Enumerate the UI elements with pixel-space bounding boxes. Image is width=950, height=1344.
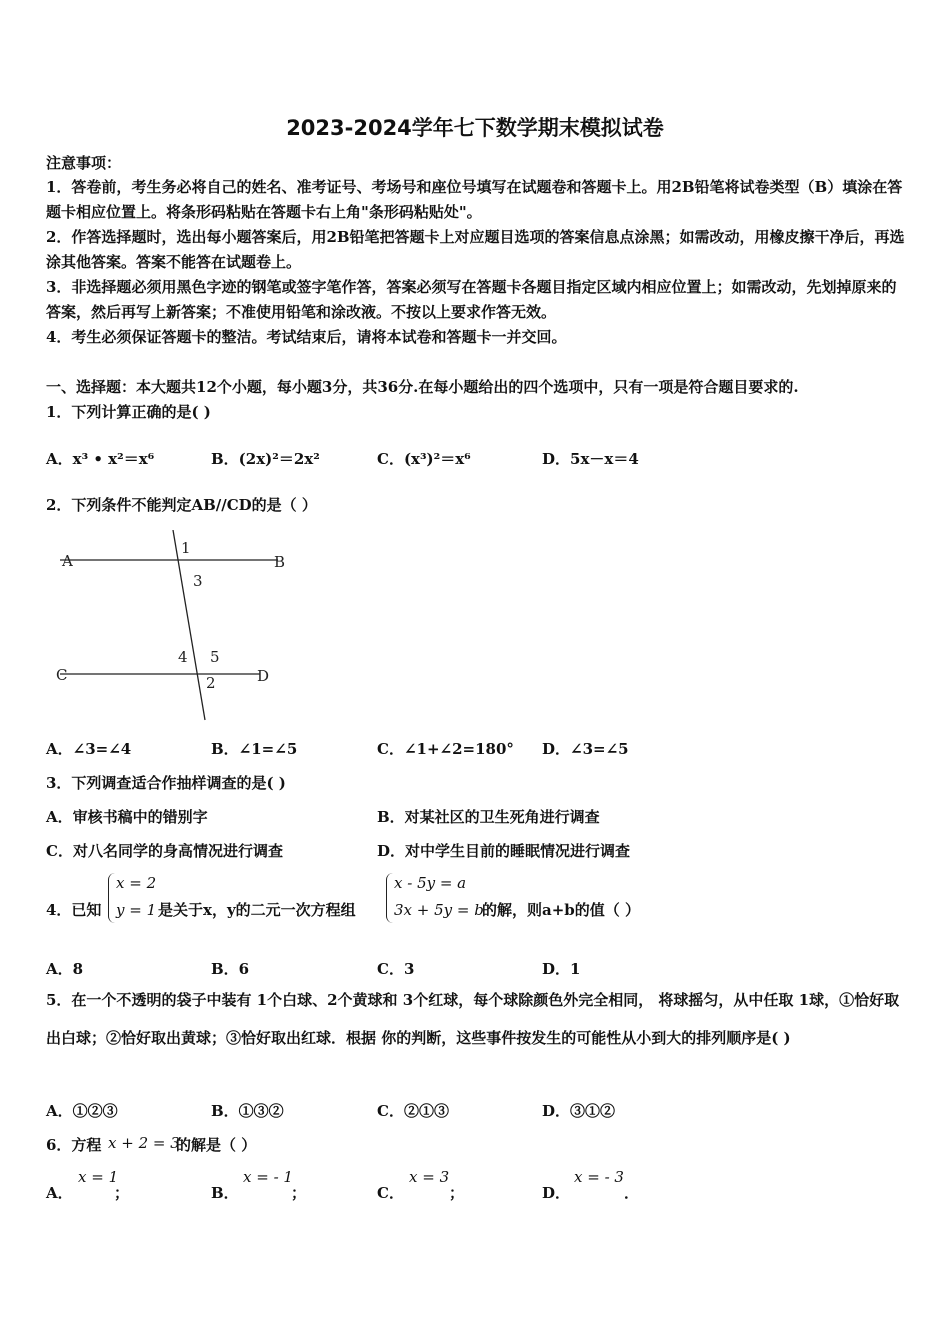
q4-middle: 是关于x，y的二元一次方程组 bbox=[158, 901, 356, 919]
notice-heading: 注意事项： bbox=[46, 154, 122, 172]
angle-label-4: 4 bbox=[178, 648, 188, 666]
notice-item-4: 4．考生必须保证答题卡的整洁。考试结束后，请将本试卷和答题卡一并交回。 bbox=[46, 328, 567, 346]
label-d: D bbox=[257, 667, 270, 685]
notice-item-2: 2．作答选择题时，选出每小题答案后，用2B铅笔把答题卡上对应题目选项的答案信息点涂黑；如需改动，用橡皮擦干净后，再选涂其他答案。答案不能答在试题卷上。 bbox=[46, 228, 905, 271]
label-a: A bbox=[62, 552, 73, 570]
q3-option-c[interactable]: C．对八名同学的身高情况进行调查 bbox=[46, 842, 283, 860]
q3-stem: 3．下列调查适合作抽样调查的是( ) bbox=[46, 774, 286, 792]
q2-option-d[interactable]: D．∠3=∠5 bbox=[542, 740, 629, 758]
q5-option-d[interactable]: D．③①② bbox=[542, 1102, 616, 1120]
q6-option-c-label[interactable]: C． bbox=[377, 1184, 404, 1202]
section-heading: 一、选择题：本大题共12个小题，每小题3分，共36分.在每小题给出的四个选项中，只有一项是符合题目要求的. bbox=[46, 378, 799, 396]
parallel-lines-figure bbox=[50, 530, 300, 725]
notice-item-1: 1．答卷前，考生务必将自己的姓名、准考证号、考场号和座位号填写在试题卷和答题卡上。用2B铅笔将试卷类型（B）填涂在答题卡相应位置上。将条形码粘贴在答题卡右上角"条形码粘贴处"。 bbox=[46, 178, 903, 221]
q3-option-b[interactable]: B．对某社区的卫生死角进行调查 bbox=[377, 808, 600, 826]
q4-option-d[interactable]: D．1 bbox=[542, 960, 581, 978]
q6-options bbox=[46, 1168, 906, 1202]
q2-option-a[interactable]: A．∠3=∠4 bbox=[46, 740, 132, 758]
q4-sys1-line1: x = 2 bbox=[116, 874, 157, 892]
q4-option-c[interactable]: C．3 bbox=[377, 960, 415, 978]
q3-option-d[interactable]: D．对中学生目前的睡眠情况进行调查 bbox=[377, 842, 631, 860]
q6-stem-prefix: 6．方程 bbox=[46, 1136, 102, 1154]
q6-option-b-end: ； bbox=[291, 1184, 307, 1202]
q1-option-a[interactable]: A．x³ • x²＝x⁶ bbox=[46, 450, 155, 468]
q4-suffix: 的解，则a+b的值（ ） bbox=[482, 901, 640, 919]
q6-option-a-label[interactable]: A． bbox=[46, 1184, 73, 1202]
q4-sys2-line1: x - 5y = a bbox=[394, 874, 467, 892]
q4-prefix: 4．已知 bbox=[46, 901, 102, 919]
q6-option-d-end: ． bbox=[624, 1184, 640, 1202]
q6-option-b-value[interactable]: x = - 1 bbox=[243, 1168, 293, 1186]
q6-option-a-value[interactable]: x = 1 bbox=[78, 1168, 119, 1186]
q2-option-b[interactable]: B．∠1=∠5 bbox=[211, 740, 298, 758]
q5-option-b[interactable]: B．①③② bbox=[211, 1102, 284, 1120]
q4-option-b[interactable]: B．6 bbox=[211, 960, 250, 978]
q6-option-d-label[interactable]: D． bbox=[542, 1184, 571, 1202]
q6-option-c-value[interactable]: x = 3 bbox=[409, 1168, 450, 1186]
brace-system-2 bbox=[386, 873, 393, 923]
q6-option-b-label[interactable]: B． bbox=[211, 1184, 239, 1202]
q6-stem-suffix: 的解是（ ） bbox=[176, 1136, 257, 1154]
q1-stem: 1．下列计算正确的是( ) bbox=[46, 403, 211, 421]
angle-label-3: 3 bbox=[193, 572, 203, 590]
label-c: C bbox=[56, 666, 68, 684]
angle-label-2: 2 bbox=[206, 674, 216, 692]
notice-item-3: 3．非选择题必须用黑色字迹的钢笔或签字笔作答，答案必须写在答题卡各题目指定区域内相应位置上；如需改动，先划掉原来的答案，然后再写上新答案；不准使用铅笔和涂改液。不按以上要求作答无效。 bbox=[46, 278, 897, 321]
page-title: 2023-2024学年七下数学期末模拟试卷 bbox=[286, 116, 664, 140]
q6-option-c-end: ； bbox=[449, 1184, 465, 1202]
q4-option-a[interactable]: A．8 bbox=[46, 960, 84, 978]
q1-option-c[interactable]: C．(x³)²＝x⁶ bbox=[377, 450, 471, 468]
angle-label-5: 5 bbox=[210, 648, 220, 666]
q6-equation: x + 2 = 3 bbox=[108, 1134, 180, 1152]
transversal-line bbox=[173, 530, 205, 720]
q5-stem: 5．在一个不透明的袋子中装有 1个白球、2个黄球和 3个红球，每个球除颜色外完全相同， 将球摇匀，从中任取 1球，①恰好取出白球；②恰好取出黄球；③恰好取出红球．根据 你的判断，这些事件按发生的可能性从小到大的排列顺序是( ) bbox=[46, 991, 900, 1047]
q3-option-a[interactable]: A．审核书稿中的错别字 bbox=[46, 808, 208, 826]
q2-stem: 2．下列条件不能判定AB//CD的是（ ） bbox=[46, 496, 317, 514]
q6-option-d-value[interactable]: x = - 3 bbox=[574, 1168, 624, 1186]
brace-system-1 bbox=[108, 873, 115, 923]
q1-option-b[interactable]: B．(2x)²＝2x² bbox=[211, 450, 320, 468]
angle-label-1: 1 bbox=[181, 539, 191, 557]
q5-option-c[interactable]: C．②①③ bbox=[377, 1102, 449, 1120]
q2-option-c[interactable]: C．∠1+∠2=180° bbox=[377, 740, 514, 758]
q4-sys2-line2: 3x + 5y = b bbox=[394, 901, 484, 919]
q4-sys1-line2: y = 1 bbox=[116, 901, 157, 919]
q6-option-a-end: ； bbox=[114, 1184, 130, 1202]
q5-option-a[interactable]: A．①②③ bbox=[46, 1102, 118, 1120]
q1-option-d[interactable]: D．5x－x＝4 bbox=[542, 450, 639, 468]
label-b: B bbox=[274, 553, 286, 571]
